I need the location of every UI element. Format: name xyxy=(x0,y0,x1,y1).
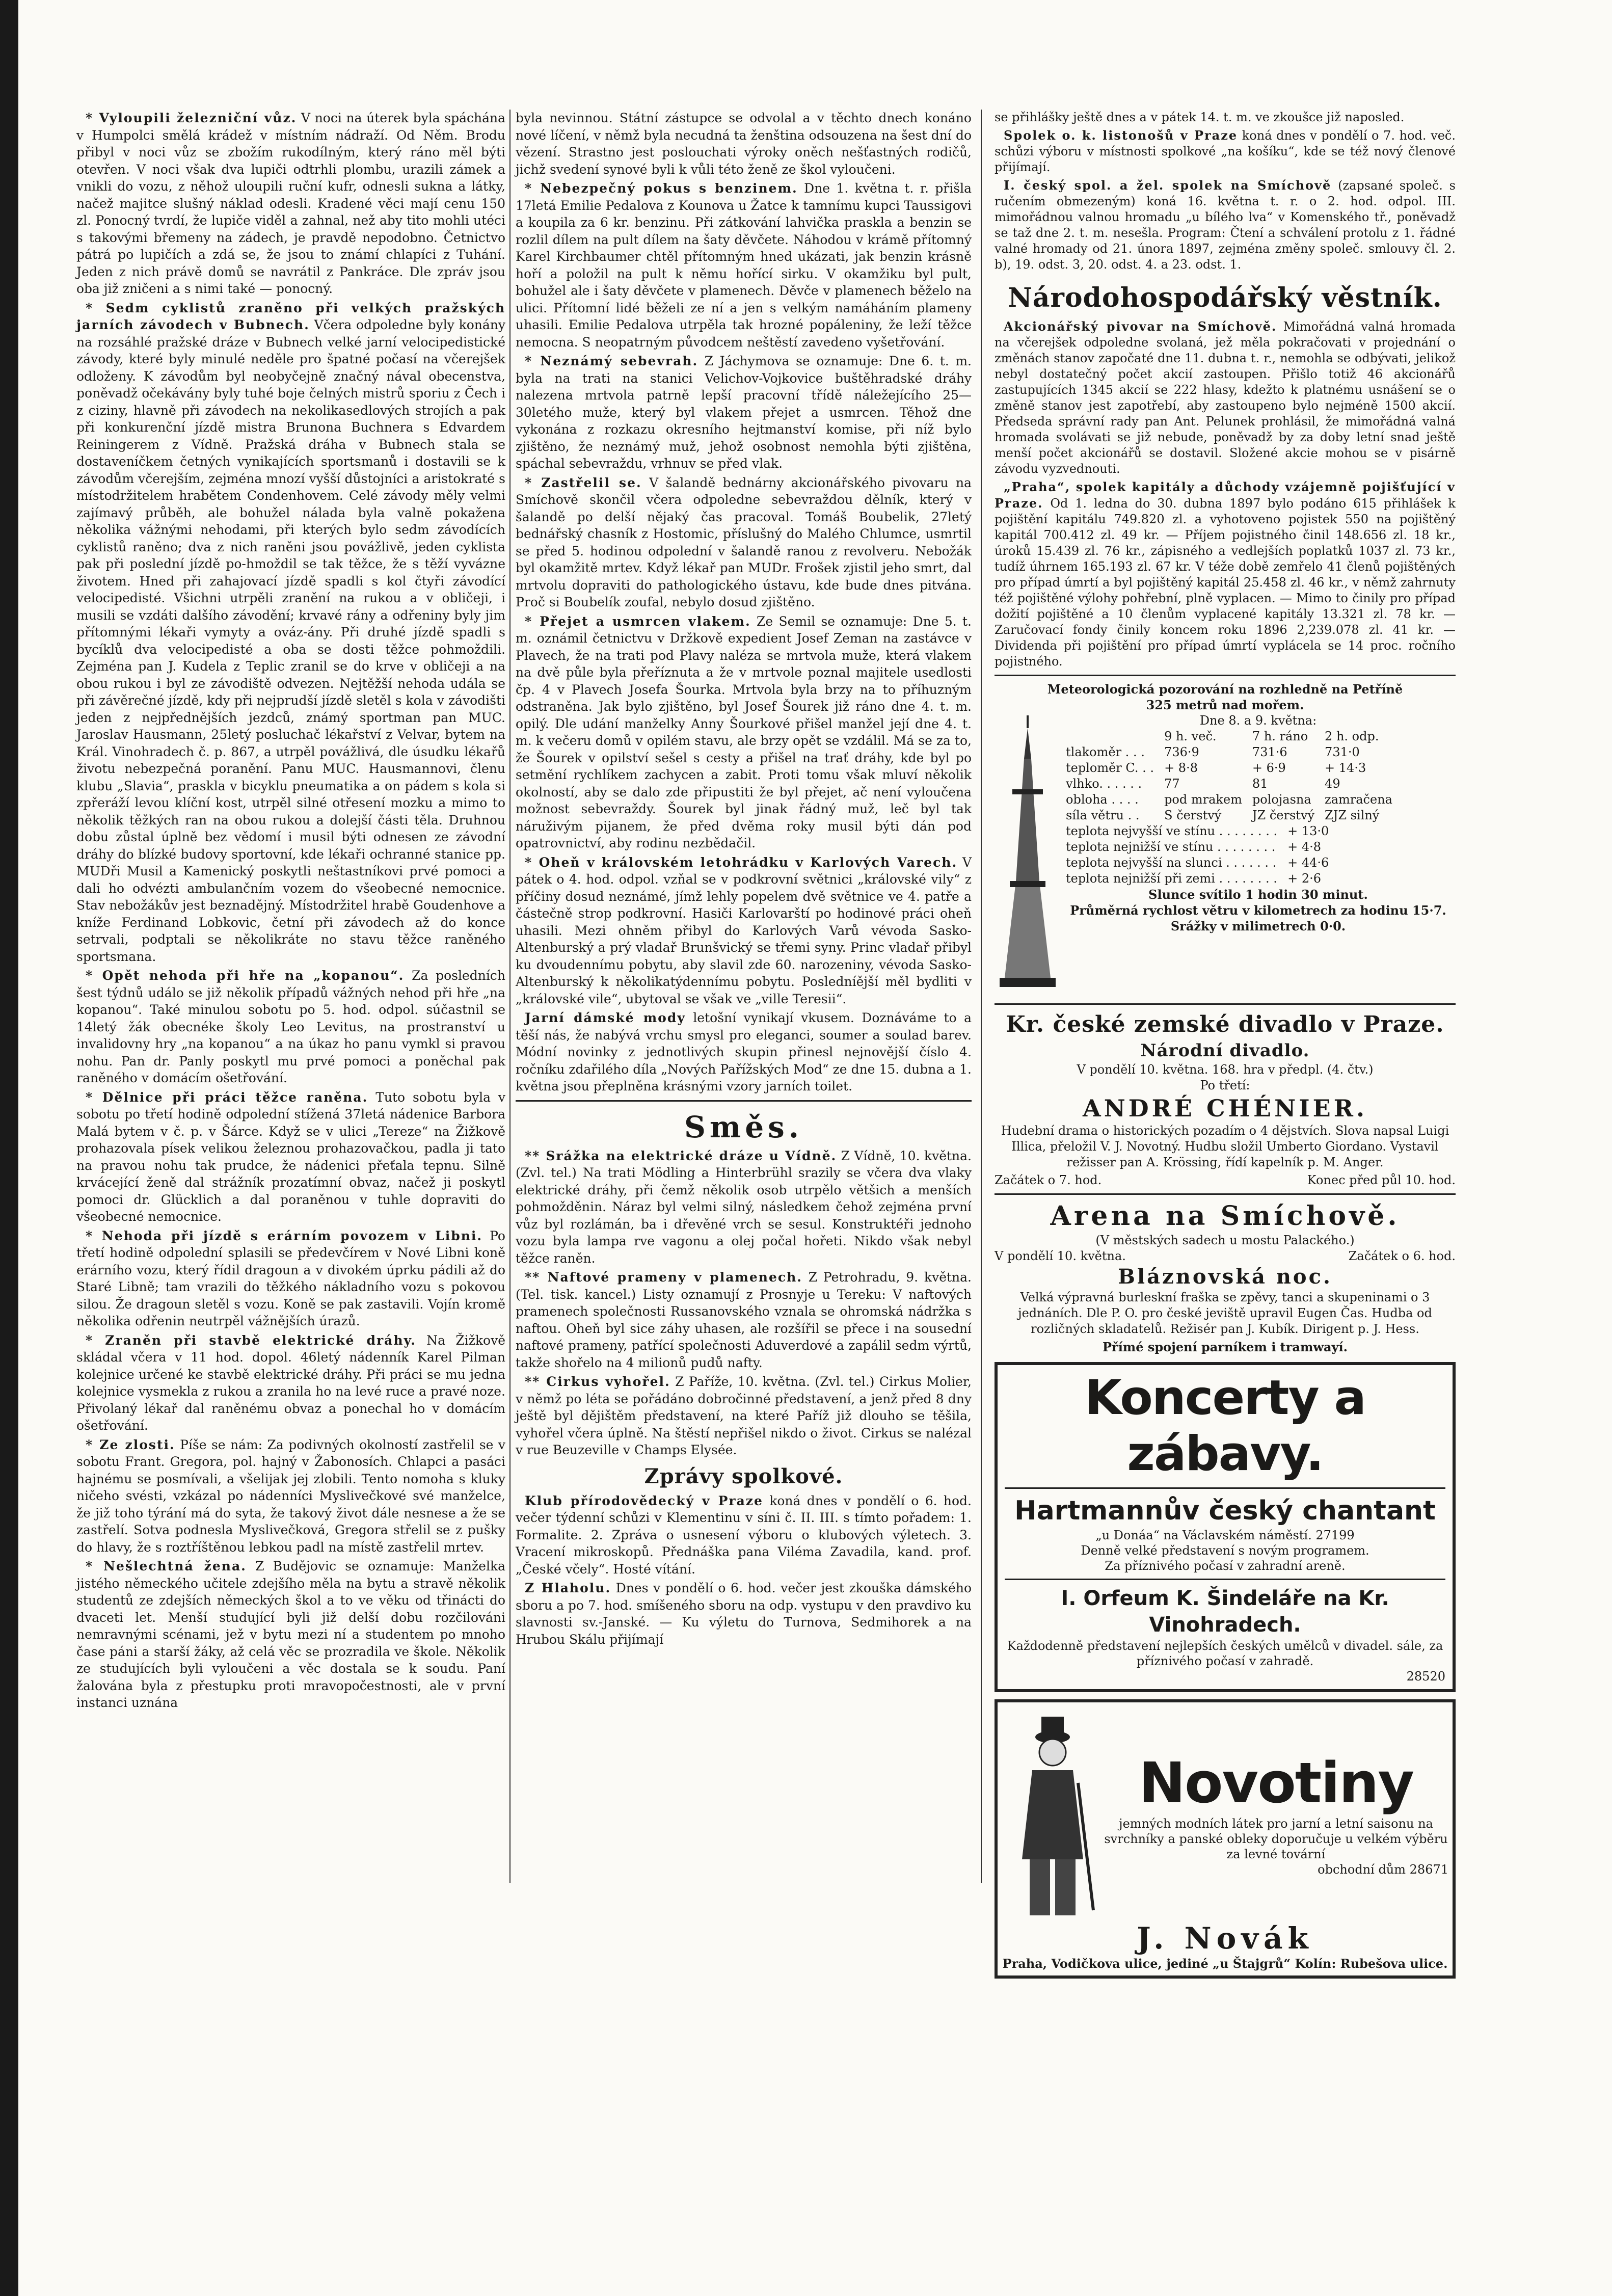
article: * Oheň v královském letohrádku v Karlových Varech. V pátek o 4. hod. odpol. vzňal se v podkrovní světnici „královské vily“ z příčiny dosud neznámé, jímž lehly popelem dvě světnice ve 4. patře a částečně strop podkrovní. Hasiči Karlovarští po hodinové práci oheň uhasili. Mezi ohněm přibyl do Karlových Varů vévoda Sasko-Altenburský a prý vladař Brunšvický se třemi syny. Princ vladař přibyl ku dvoudennímu pobytu, aby slavil zde 60. narozeniny, vévoda Sasko-Altenburský k několikatýdennímu pobytu. Posledníější měl bydliti v „královské vile“, ubytoval se však ve „ville Teresii“. xyxy=(516,855,972,1006)
ad-koncerty-line: Za příznivého počasí v zahradní areně. xyxy=(1105,1559,1346,1573)
meteo-extra-row: teplota nejvyšší na slunci . . . . . . . + 44·6 xyxy=(1066,856,1329,870)
column-2 xyxy=(516,110,972,1650)
arena-times: V pondělí 10. května. Začátek o 6. hod. xyxy=(995,1249,1456,1263)
article: * Opět nehoda při hře na „kopanou“. Za posledních šest týdnů událo se již několik případů vážných nehod při hře „na kopanou“. Také minulou sobotu po 5. hod. odpol. súčastnil se 14letý žák obecnéke školy Leo Levitus, na prostranství u invalidovny hry „na kopanou“ a na úkaz ho panu vymkl si pravou nohu. Pan dr. Panly poskytl mu prvé pomoci a poněchal pak raněného v domácím ošetřování. xyxy=(76,968,505,1085)
article: Akcionářský pivovar na Smíchově. Mimořádná valná hromada na včerejšek odpoledne svolaná, jež měla pokračovati v projednání o změnách stanov započaté dne 11. dubna t. r., nemohla se odbývati, jelikož nebyl dostatečný počet akcií zastoupen. Přišlo totiž 46 akcionářů zastupujících 1345 akcií se 222 hlasy, kdežto k platnému usnášení se o změně stanov jest zapotřebí, aby zastoupeno bylo nejméně 1500 akcií. Předseda správní rady pan Ant. Pelunek prohlásil, že mimořádná valná hromada svolávati se již nebude, poněvadž by za doby letní snad ještě menší počet akcionářů se dostavil. Složené akcie mohou se v pisárně závodu vyzvednouti. xyxy=(995,319,1456,476)
divadlo-play: ANDRÉ CHÉNIER. xyxy=(1083,1094,1367,1122)
meteo-block xyxy=(995,713,1456,998)
meteo-rain: Srážky v milimetrech 0·0. xyxy=(1170,919,1346,933)
gentleman-figure-icon xyxy=(1002,1706,1104,1920)
article: „Praha“, spolek kapitály a důchody vzájemně pojišťující v Praze. Od 1. ledna do 30. dubna 1897 bylo podáno 615 přihlášek k pojištění kapitálu 749.820 zl. a vyhotoveno pojistek 550 na pojištěný kapitál 700.412 zl. 49 kr. — Příjem pojistného činil 148.656 zl. 18 kr., úroků 15.439 zl. 76 kr., zápisného a vedlejších poplatků 1037 zl. 73 kr., tudíž úhrnem 165.193 zl. 67 kr. V téže době zemřelo 41 členů pojištěných pro případ úmrtí a byl pojištěný kapitál 25.458 zl. 46 kr., v němž zahrnuty též pojištěné výlohy pohřební, plně vyplacen. — Mimo to činily pro případ dožití pojištěné a 10 členům vyplacené kapitály 13.321 zl. 78 kr. — Zaručovací fondy činily koncem roku 1896 2,239.078 zl. 41 kr. — Dividenda při pojištění pro případ úmrtí vyplácela se 14 proc. ročního pojistného. xyxy=(995,479,1456,669)
meteo-table xyxy=(1061,729,1398,823)
article: * Neznámý sebevrah. Z Jáchymova se oznamuje: Dne 6. t. m. byla na trati na stanici Velichov-Vojkovice buštěhradské dráhy nalezena mrtvola patrně lepší pracovní třídě náležejícího 25—30letého muže, který byl vlakem přejet a usmrcen. Těhož dne vykonána z rozkazu okresního hejtmanství komise, při níž bylo zjištěno, že neznámý muž, jehož osobnost nemohla býti zjištěna, spáchal sebevraždu, vrhnuv se před vlak. xyxy=(516,354,972,471)
article: ** Cirkus vyhořel. Z Paříže, 10. května. (Zvl. tel.) Cirkus Molier, v němž po léta se pořádáno dobročinné představení, a jenž před 8 dny ještě byl dějištěm představení, na které Paříž již dlouho se těšila, vyhořel včera úplně. Na štěstí nepřišel nikdo o život. Cirkus se nalézal v rue Beuzeville v Champs Elysée. xyxy=(516,1374,972,1457)
article: * Vyloupili železniční vůz. V noci na úterek byla spáchána v Humpolci smělá krádež v místním nádraží. Od Něm. Brodu přibyl v noci vůz se zbožím rukodílným, který ráno měl býti otevřen. V noci však dva lupiči odtrhli plombu, urazili zámek a vnikli do vozu, z něhož uloupili ruční kufr, odnesli sukna a látky, načež majitce slušný náklad odesli. Kradené věci mají cenu 150 zl. Ponocný tvrdí, že lupiče viděl a zahnal, než aby tito mohli utéci s takovými břemeny na zádech, je pravdě nepodobno. Četnictvo pátrá po lupičích a zdá se, že jsou to známí chlapíci z Tuhání. Jeden z nich právě domů se navrátil z Pankráce. Dle zpráv jsou oba již zničeni a s nimi také — ponocný. xyxy=(76,111,505,296)
article: I. český spol. a žel. spolek na Smíchově (zapsané společ. s ručením obmezeným) koná 16. května t. r. o 2. hod. odpol. III. mimořádnou valnou hromadu „u bílého lva“ v Komenského tř., poněvadž se taž dne 2. t. m. nesešla. Program: Čtení a schválení protolu z 1. řádné valné hromady od 21. února 1897, zejména změny společ. smlouvy čl. 2. b), 19. odst. 3, 20. odst. 4. a 23. odst. 1. xyxy=(995,178,1456,272)
article: * Přejet a usmrcen vlakem. Ze Semil se oznamuje: Dne 5. t. m. oznámil četnictvu v Držkově expedient Josef Zeman na zastávce v Plavech, že na trati pod Plavy naléza se mrtvola muže, která vlakem na dvě půle byla přeříznuta a že v mrtvole poznal majitele usedlosti čp. 4 v Plavech Josefa Šourka. Mrtvola byla brzy na to příhuzným odstraněna. Jak bylo zjištěno, byl Josef Šourek již ráno dne 4. t. m. opilý. Dle udání manželky Anny Šourkové přišel manžel její dne 4. t. m. k večeru domů v opilém stavu, ale brzy opět se vzdálil. Má se za to, že Šourek v opilství sešel s cesty a přišel na trať dráhy, kde byl po setmění rychlíkem zachycen a zabit. Proti tomu však mluví několik okolností, aby se dalo zde připustiti že byl přejet, ač není vyloučena možnost sebevraždy. Šourek byl jinak řádný muž, leč byl tak náruživým pijanem, že před dvěma roky musil býti dán pod opatrovnictví, aby rodinu nezbědačil. xyxy=(516,613,972,850)
article: * Nehoda při jízdě s erárním povozem v Libni. Po třetí hodině odpolední splasili se předevčírem v Nové Libni koně erárního vozu, který řídil dragoun a v divokém úprku pádili až do Staré Libně; tam vrazili do těžkého nákladního vozu s pokovou silou. Že dragoun sletěl s vozu. Koně se pak zastavili. Vojín kromě několika odřenin neutrpěl vážnějších úrazů. xyxy=(76,1228,505,1328)
article: * Sedm cyklistů zraněno při velkých pražských jarních závodech v Bubnech. Včera odpoledne byly konány na rozsáhlé pražské dráze v Bubnech velké jarní velocipedistické závody, které byly minulé neděle pro špatné počasí na včerejšek odloženy. K závodům byl neobyčejně značný nával obecenstva, poněvadž očekávány byly tuhé boje čelných mistrů sporiu z Čech i z ciziny, hlavně při závodech na nekolikasedlových strojích a pak při konkurenční jízdě mistra Brunona Buchnera s Edvardem Reiningerem z Vídně. Pražská dráha v Bubnech stala se dostaveníčkem četných vynikajících sportsmanů i dostavili se k závodům včerejším, zejména mnozí vyšší důstojníci a aristokraté s místodržitelem hrabětem Condenhovem. Celé závody měly velmi zajímavý průběh, ale bohužel nálada byla valně pokažena několika vážnými nehodami, při kterých bylo sedm závodících cyklistů raněno; dva z nich raněni jsou povážlivě, jeden cyklista pak při poslední jízdě po-hmoždil se tak těžce, že s těží vyvázne životem. Hned při zahajovací jízdě spadli s kol čtyři závodící velocipedisté. Všichni utrpěli zranění na rukou a v obličeji, i musili se vzdáti dalšího závodění; krvavé rány a odřeniny byly jim přítomnými lékaři vymyty a ováz-ány. Při druhé jízdě spadli s bycíklů dva velocipedisté a oba se dosti těžce pohmoždili. Zejména pan J. Kudela z Teplic zranil se do krve v obličeji a na obou rukou i byl ze závodiště odvezen. Nejtěžší nehoda udála se při závěrečné jízdě, kdy při nejprudší jízdě sletěl s kola v závodišti jeden z nejpřednějších jezdců, známý sportman pan MUC. Jaroslav Hausmann, 25letý posluchač lékařství z Velvar, bytem na Král. Vinohradech č. p. 867, a utrpěl povážlivá, dle úsudku lékařů životu nebezpečná poranění. Panu MUC. Hausmannovi, členu klubu „Slavia“, praskla v bicyklu pneumatika a on pádem s kola si zpřeráží levou klíční kost, utrpěl silné otřesení mozku a mimo to několik těžkých ran na obou rukou a dolejší části těla. Druhnou dobu zůstal úplně bez vědomí i musil býti odnesen ze závodní dráhy do blízké budovy sportovní, kde lékaři ochranné stanice pp. MUDři Musil a Kamenický poskytli neštastníkovi prvé pomoci a dali ho odvézti ambulančním vozem do všeobecné nemocnice. Stav nebožákův jest beznadějný. Místodržitel hrabě Goudenhove a kníže Ferdinand Lobkovic, četní při závodech až do konce setrvali, podptali se několikráte no stavu těžce raněného sportsmana. xyxy=(76,300,506,964)
meteo-extra-row: teplota nejvyšší ve stínu . . . . . . . . + 13·0 xyxy=(1066,824,1329,838)
zpravy-title: Zprávy spolkové. xyxy=(644,1464,843,1488)
ad-novotiny-text: jemných modních látek pro jarní a letní saisonu na svrchníky a panské obleky doporučuje u velkém výběru za levné tovární xyxy=(1104,1817,1448,1861)
section-rule xyxy=(995,675,1456,676)
article: * Dělnice při práci těžce raněna. Tuto sobotu byla v sobotu po třetí hodině odpolední stížená 37letá nádenice Barbora Malá bytem v č. p. v Šárce. Když se v ulici „Tereze“ na Žižkově prohazovala písek velikou železnou prohazovačkou, padla ji tato na pravou nohu tak prudce, že nádenici přeťala tepnu. Silně krvácející ženě dal strážník prozatímní obvaz, načež ji poskytl pomoci dr. Glücklich a dal poraněnou v tuhle dopraviti do všeobecné nemocnice. xyxy=(76,1089,505,1224)
meteo-extra-row: teplota nejnižší ve stínu . . . . . . . . + 4·8 xyxy=(1066,840,1321,854)
article: * Ze zlosti. Píše se nám: Za podivných okolností zastřelil se v sobotu Frant. Gregora, pol. hajný v Žabonosích. Chlapci a pasáci hajnému se posmívali, a všelijak jej zlobili. Tento nomoha s kluky ničeho svésti, vzkázal po nádenníci Myslivečkové své manželce, že již toho týrání má do syta, že takový život dále nesnese a že se zastřelí. Sotva podnesla Myslivečková, Gregora střelil se z pušky do hlavy, že s roztříštěnou lebkou padl na místě zastřelil mrtev. xyxy=(76,1437,506,1555)
ad-koncerty-title: Koncerty a zábavy. xyxy=(1085,1370,1365,1482)
article: * Nešlechtná žena. Z Budějovic se oznamuje: Manželka jistého německého učitele zdejšího měla na bytu a stravě několik studentů ze zdejších německých škol a to ve věku od třinácti do dvaceti let. Menší studující byli již delší dobu rozčilováni nemravnými scénami, jež v bytu mezi ní a studentem po mnoho čase páni a starší žáky, až celá věc se prozradila ve škole. Několik ze studujících byli vyloučeni a věc dostala se k soudu. Paní žalována byla z přestupku proti mravopočestnosti, ale v první instanci uznána xyxy=(76,1559,505,1710)
petrin-tower-icon xyxy=(995,713,1061,998)
meteo-extra-row: teplota nejnižší při zemi . . . . . . . . + 2·6 xyxy=(1066,871,1321,886)
ad-novotiny-body xyxy=(1002,1706,1448,1920)
meteo-title: Meteorologická pozorování na rozhledně na Petříně xyxy=(1047,682,1403,697)
column-1 xyxy=(76,110,505,1714)
article: byla nevinnou. Státní zástupce se odvolal a v těchto dnech konáno nové líčení, v němž byla necudná ta ženština odsouzena na šest dní do vězení. Strastno jest poslouchati výroky oněch nešťastných rodičů, jichž svedení synové byli k vůli této ženě ze škol vyloučeni. xyxy=(516,111,972,177)
meteo-row: teploměr C. . . + 8·8 + 6·9 + 14·3 xyxy=(1066,761,1366,775)
arena-sub: (V městských sadech u mostu Palackého.) xyxy=(1095,1233,1355,1247)
ad-novotiny-title: Novotiny xyxy=(1138,1750,1414,1816)
column-divider xyxy=(509,110,511,1883)
ad-orfeum-title: I. Orfeum K. Šindeláře na Kr. Vinohradech. xyxy=(1061,1587,1389,1637)
arena-note: Přímé spojení parníkem i tramwayí. xyxy=(1103,1340,1348,1354)
divadlo-line2: Po třetí: xyxy=(1200,1078,1250,1092)
meteo-row: tlakoměr . . . 736·9 731·6 731·0 xyxy=(1066,745,1360,759)
meteo-subtitle: 325 metrů nad mořem. xyxy=(1146,698,1304,712)
ad-koncerty-name: Hartmannův český chantant xyxy=(1014,1496,1436,1526)
article: Spolek o. k. listonošů v Praze koná dnes v pondělí o 7. hod. več. schůzi výboru v místnosti spolkové „na košíku“, kde se též nový členové přijímají. xyxy=(995,128,1456,174)
ad-novotiny-line: obchodní dům 28671 xyxy=(1318,1862,1448,1877)
section-rule xyxy=(516,1100,972,1102)
column-divider xyxy=(981,110,982,1883)
meteo-extra-table xyxy=(1061,823,1334,887)
ad-koncerty xyxy=(995,1362,1456,1692)
ad-novotiny-addr: Praha, Vodičkova ulice, jediné „u Štajgrů“ Kolín: Rubešova ulice. xyxy=(1002,1956,1448,1971)
column-3 xyxy=(995,110,1456,1986)
section-rule xyxy=(995,1193,1456,1195)
ad-novotiny-name: J. Novák xyxy=(1137,1921,1313,1956)
ad-rule xyxy=(1005,1487,1445,1489)
article: Klub přírodovědecký v Praze koná dnes v pondělí o 6. hod. večer týdenní schůzi v Klementinu v síni č. II. III. s tímto pořadem: 1. Formalite. 2. Zpráva o usnesení výboru o klubových výletech. 3. Vracení mikroskopů. Přednáška pana Viléma Zavadila, kand. prof. „České včely“. Hosté vítání. xyxy=(516,1493,972,1577)
meteo-wind: Průměrná rychlost větru v kilometrech za hodinu 15·7. xyxy=(1070,903,1446,918)
divadlo-title: Kr. české zemské divadlo v Praze. xyxy=(1006,1011,1444,1037)
ad-koncerty-line: Denně velké představení s novým programem. xyxy=(1081,1543,1369,1558)
meteo-row: síla větru . . S čerstvý JZ čerstvý ZJZ silný xyxy=(1066,808,1380,822)
divadlo-times: Začátek o 7. hod. Konec před půl 10. hod. xyxy=(995,1173,1456,1187)
article: Jarní dámské mody letošní vynikají vkusem. Doznáváme to a těší nás, že nabývá vrchu smysl pro eleganci, soumer a soulad barev. Módní novinky z jednotlivých skupin přinesl nejnovější číslo 4. ročníku zdařilého díla „Nových Pařížských Mod“ ze dne 15. dubna a 1. května jsou přeplněna krásnými vzory jarních toilet. xyxy=(516,1010,972,1093)
arena-title: Arena na Smíchově. xyxy=(1050,1200,1400,1232)
ad-rule xyxy=(1005,1579,1445,1580)
divadlo-sub: Národní divadlo. xyxy=(1140,1040,1310,1061)
article: ** Srážka na elektrické dráze u Vídně. Z Vídně, 10. května. (Zvl. tel.) Na trati Mödling a Hinterbrühl srazily se včera dva vlaky elektrické dráhy, při čemž několik osob utrpělo většich a menších pohmožděnin. Náraz byl velmi silný, následkem čehož zejména první vůz byl rozlámán, ba i dřevěné vrch se sesul. Konstruktéři jednoho vozu byla lampa rve vagonu a olej počal hořeti. Nikdo však nebyl těžce raněn. xyxy=(516,1148,972,1266)
divadlo-desc: Hudební drama o historických pozadím o 4 dějstvích. Slova napsal Luigi Illica, přeložil V. J. Novotný. Hudbu složil Umberto Giordano. Vystavil režisser pan A. Krössing, řídí kapelník p. M. Anger. xyxy=(1001,1124,1449,1169)
meteo-row: vlhko. . . . . . 77 81 49 xyxy=(1066,777,1340,791)
page-edge xyxy=(0,0,18,2296)
narodo-title: Národohospodářský věstník. xyxy=(1008,282,1442,313)
smes-title: Směs. xyxy=(684,1109,803,1144)
arena-play: Bláznovská noc. xyxy=(1118,1265,1332,1289)
article: * Nebezpečný pokus s benzinem. Dne 1. května t. r. přišla 17letá Emilie Pedalova z Kounova u Žatce k tamnímu kupci Taussigovi a koupila za 6 kr. benzinu. Při zátkování lahvička praskla a benzin se rozlil dílem na pult dílem na šaty děvčete. Náhodou v krámě přítomný Karel Kirchbaumer chtěl přítomným hned ukázati, jak benzin krásně hoří a položil na pult k němu hořící sirku. V okamžiku byl pult, bohužel ale i šaty děvčete v plamenech. Děvče v plamenech běželo na ulici. Přítomní lidé běželi ze ní a jen s velkým namáháním plameny uhasili. Emilie Pedalova utrpěla tak hrozné popáleniny, že leží těžce nemocna. S neopatrným původcem neštěstí zavedeno vyšetřování. xyxy=(516,181,972,350)
article: * Zastřelil se. V šalandě bednárny akcionářského pivovaru na Smíchově skončil včera odpoledne sebevraždou dělník, který v šalandě po delší nějaký čas pracoval. Tomáš Boubelik, 27letý bednářský chasník z Hostomic, příslušný do Malého Chlumce, usmrtil se před 5. hodinou odpolední v šalandě ranou z revolveru. Nebožák byl okamžitě mrtev. Když lékař pan MUDr. Frošek zjistil jeho smrt, dal mrtvolu dopraviti do pathologického ústavu, kde bude dnes pitvána. Proč si Boubelík zoufal, nebylo dosud zjištěno. xyxy=(516,475,972,609)
article: ** Naftové prameny v plamenech. Z Petrohradu, 9. května. (Tel. tisk. kancel.) Listy oznamují z Prosnyje u Tereku: V naftových pramenech společnosti Russanovského vznala se ohromská nádržka s naftou. Oheň byl sice záhy uhasen, ale rozšířil se přece i na sousední naftové prameny, patřící společnosti Aduverdové a zapálil sedm výrtů, takže shořelo na 4 milionů pudů nafty. xyxy=(516,1270,972,1370)
divadlo-line1: V pondělí 10. května. 168. hra v předpl. (4. čtv.) xyxy=(1077,1062,1374,1077)
arena-desc: Velká výpravná burleskní fraška se zpěvy, tanci a skupeninami o 3 jednáních. Dle P. O. pro české jeviště upravil Eugen Čas. Hudba od rozličných skladatelů. Režisér pan J. Kubík. Dirigent p. J. Hess. xyxy=(1018,1290,1432,1336)
meteo-header-row: 9 h. več. 7 h. ráno 2 h. odp. xyxy=(1164,729,1379,743)
ad-novotiny xyxy=(995,1699,1456,1979)
ad-orfeum-num: 28520 xyxy=(1406,1669,1445,1684)
meteo-sun: Slunce svítilo 1 hodin 30 minut. xyxy=(1148,887,1368,902)
article: se přihlášky ještě dnes a v pátek 14. t. m. ve zkoušce již naposled. xyxy=(995,110,1405,124)
meteo-row: obloha . . . . pod mrakem polojasna zamračena xyxy=(1066,792,1392,807)
ad-koncerty-line: „u Donáa“ na Václavském náměstí. 27199 xyxy=(1095,1528,1355,1542)
meteo-date: Dne 8. a 9. května: xyxy=(1199,713,1317,728)
article: * Zraněn při stavbě elektrické dráhy. Na Žižkově skládal včera v 11 hod. dopol. 46letý nádenník Karel Pilman kolejnice určené ke stavbě elektrické dráhy. Při práci se mu jedna kolejnice vysmekla z rukou a zranila ho na levé ruce a pravé noze. Přivolaný lékař dal raněnému obvaz a ponechal ho v domácím ošetřování. xyxy=(76,1332,505,1433)
section-rule xyxy=(995,1003,1456,1005)
article: Z Hlaholu. Dnes v pondělí o 6. hod. večer jest zkouška dámského sboru a po 7. hod. smíšeného sboru na odp. vystupu v den pravdivo ku slavnosti sv.-Janské. — Ku výletu do Turnova, Sedmihorek a na Hrubou Skálu přijímají xyxy=(516,1581,972,1647)
ad-orfeum-text: Každodenně představení nejlepších českých umělců v divadel. sále, za příznivého počasí v zahradě. xyxy=(1007,1639,1443,1668)
